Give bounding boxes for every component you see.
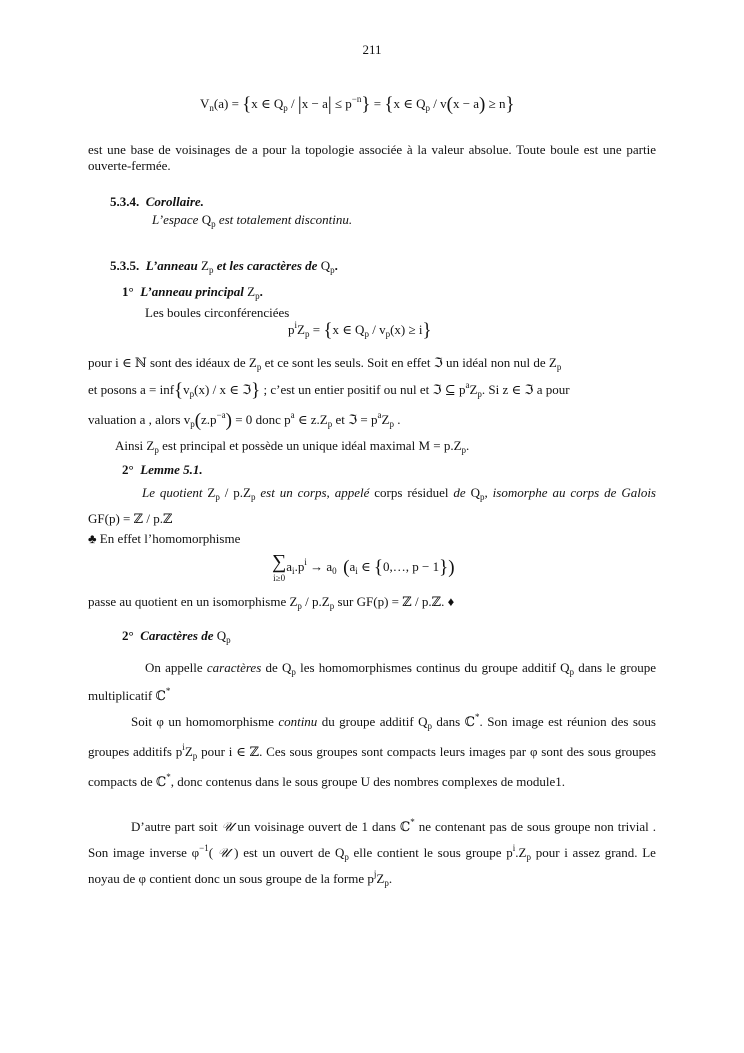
paragraph-posons: et posons $a = inf\{v_p(x) / x$ ∈ ℑ} ; c’est un entier positif ou nul et ℑ ⊆ $p^aZ_p$. Si z ∈ ℑ a pour: [88, 380, 570, 401]
paragraph-soit: Soit φ un homomorphisme continu du groupe additif $Q_p$ dans ℂ*. Son image est réunion des sous groupes additifs $p^iZ_p$ pour i ∈ ℤ. Ces sous groupes sont compacts leurs images par φ sont des sous groupes compacts de ℂ*, donc contenus dans le sous groupe U des nombres complexes de module1.: [88, 712, 656, 789]
page-number-text: 211: [362, 42, 382, 57]
paragraph-valuation: valuation a , alors $v_p(z.p^{-a}) = 0$ donc $p^a$ ∈ $z.Z_p$ et ℑ = $p^aZ_p$ .: [88, 410, 401, 431]
paragraph-passe: passe au quotient en un isomorphisme $Z_p / p.Z_p$ sur GF(p) = ℤ / p.ℤ. ♦: [88, 594, 455, 611]
paragraph-ainsi: Ainsi $Z_p$ est principal et possède un unique idéal maximal $M = p.Z_p$.: [115, 438, 470, 455]
paragraph-pour: pour i ∈ ℕ sont des idéaux de $Z_p$ et ce sont les seuls. Soit en effet ℑ un idéal non nul de $Z_p$: [88, 355, 562, 372]
page-number: [88, 42, 656, 58]
corollaire-statement: L’espace $Q_p$ est totalement discontinu.: [152, 212, 353, 229]
paragraph-autre-part: D’autre part soit 𝒰 un voisinage ouvert de 1 dans ℂ* ne contenant pas de sous groupe non trivial . Son image inverse $\varphi^{-1}$( 𝒰 ) est un ouvert de $Q_p$ elle contient le sous groupe $p^i.Z_p$ pour i assez grand. Le noyau de φ contient donc un sous groupe de la forme $p^jZ_p$.: [88, 817, 656, 888]
homomorphisme-line: ♣ En effet l’homomorphisme: [88, 531, 241, 546]
formula-pizp: $p^iZ_p = \{x$ ∈ $Q_p / v_p(x) \ge i$}: [288, 320, 432, 341]
lemme-statement: Le quotient $Z_p / p.Z_p$ est un corps, appelé corps résiduel de $Q_p$, isomorphe au corps de Galois GF(p) = ℤ / p.ℤ: [88, 485, 656, 526]
paragraph-appelle: On appelle caractères de $Q_p$ les homomorphismes continus du groupe additif $Q_p$ dans le groupe multiplicatif ℂ*: [88, 660, 656, 703]
club-icon: ♣: [88, 531, 97, 546]
paragraph-base: est une base de voisinages de a pour la topologie associée à la valeur absolue. Toute boule est une partie ouverte-fermée.: [88, 142, 656, 174]
item-2-lemme-heading: 2° Lemme 5.1.: [122, 462, 203, 477]
item-2-caracteres-heading: 2° Caractères de $Q_p$: [122, 628, 231, 645]
section-5-3-5-heading: 5.3.5. L’anneau $Z_p$ et les caractères de $Q_p$.: [110, 258, 338, 275]
section-5-3-4-heading: 5.3.4. Corollaire.: [110, 194, 204, 209]
diamond-icon: ♦: [447, 594, 455, 609]
item-1-heading: 1° L’anneau principal $Z_p$.: [122, 284, 263, 301]
formula-vn: $V_n(a) = \{x$ ∈ $Q_p / |x - a| \le p^{-n}\} = \{x$ ∈ $Q_p / v(x - a) \ge n$}: [200, 94, 515, 115]
boules-line: Les boules circonférenciées: [145, 305, 290, 320]
formula-sum: ∑ i≥0 $a_i.p^i \to a_0$ ($a_i$ ∈ {0,…, p − 1}): [272, 551, 455, 583]
